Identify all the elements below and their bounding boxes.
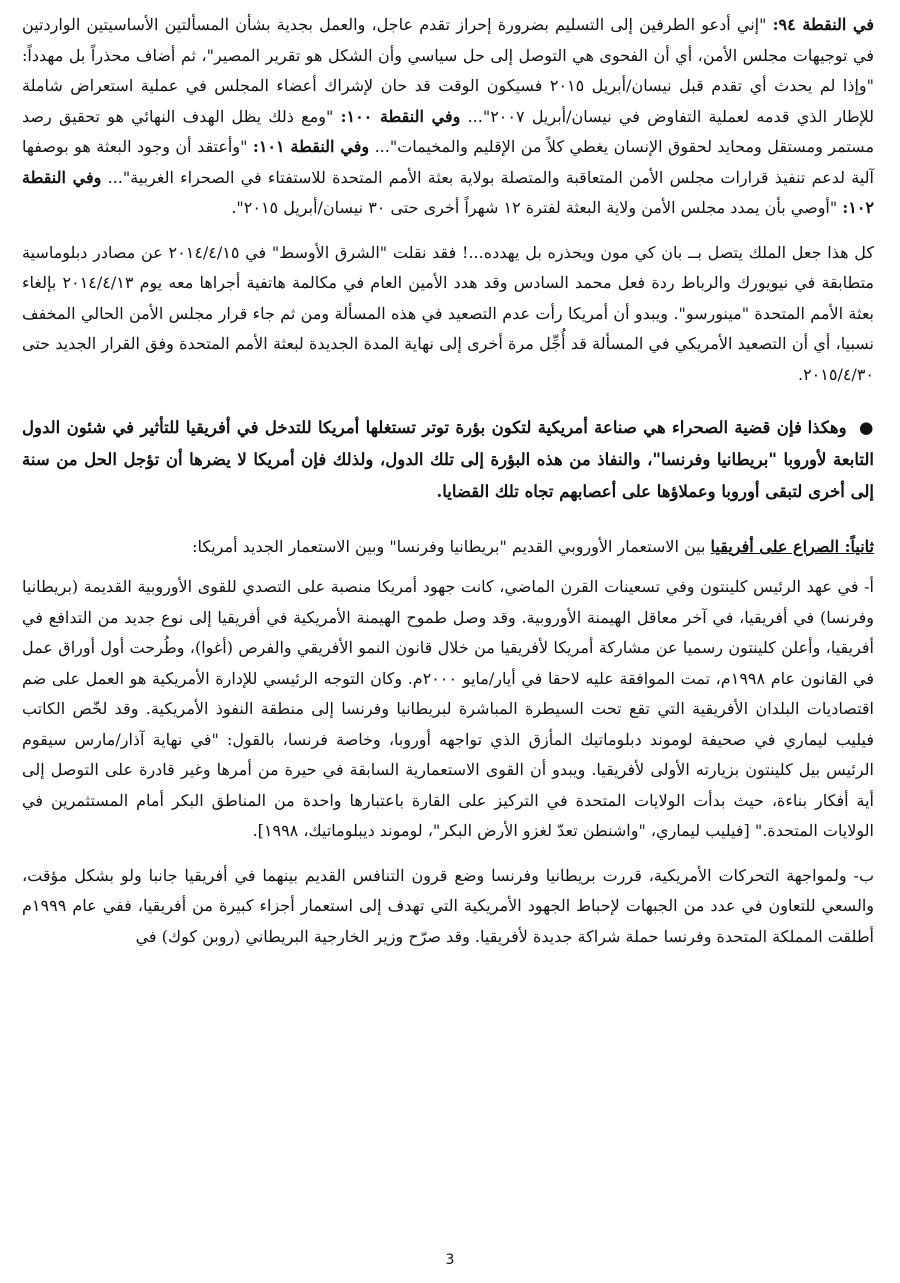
point-102-text: "أوصي بأن يمدد مجلس الأمن ولاية البعثة لفترة ١٢ شهراً أخرى حتى ٣٠ نيسان/أبريل ٢٠١٥".: [231, 198, 843, 217]
section-heading-title: ثانياً: الصراع على أفريقيا: [710, 537, 874, 556]
point-101-label: وفي النقطة ١٠١:: [252, 137, 370, 156]
point-100-text: "ومع ذلك يظل الهدف النهائي هو تحقيق رصد مستمر ومستقل ومحايد لحقوق الإنسان يغطي كلاً من الإقليم والمخيمات"...: [22, 106, 875, 156]
bullet-paragraph: [22, 412, 874, 508]
point-94-text: "إني أدعو الطرفين إلى التسليم بضرورة إحراز تقدم عاجل، والعمل بجدية بشأن المسألتين الأساسيتين الواردتين في توجيهات مجلس الأمن، أي أن الفحوى هي التوصل إلى حل سياسي وأن الشكل هو تقرير المصير"، ثم أضاف محذراً بل مهدداً: "وإذا لم يحدث أي تقدم قبل نيسان/أبريل ٢٠١٥ فسيكون الوقت قد حان لإشراك أعضاء المجلس في عملية استعراض شاملة للإطار الذي قدمه لعملية التفاوض في نيسان/أبريل ٢٠٠٧"...: [22, 15, 874, 126]
paragraph-points-94-102: [22, 10, 874, 224]
point-94-label: في النقطة ٩٤:: [772, 15, 874, 34]
paragraph-b: ب- ولمواجهة التحركات الأمريكية، قررت بريطانيا وفرنسا وضع قرون التنافس القديم بينهما في أفريقيا جانبا ولو بشكل مؤقت، والسعي للتعاون في عدد من الجبهات لإحباط الجهود الأمريكية التي تهدف إلى استعمار أجزاء كبيرة من أفريقيا، ففي عام ١٩٩٩م أطلقت المملكة المتحدة وفرنسا حملة شراكة جديدة لأفريقيا. وقد صرّح وزير الخارجية البريطاني (روبن كوك) في: [22, 865, 875, 946]
bullet-icon: ●: [858, 418, 874, 437]
page-number: 3: [445, 1252, 455, 1268]
paragraph-a: أ- في عهد الرئيس كلينتون وفي تسعينات القرن الماضي، كانت جهود أمريكا منصبة على التصدي للقوى الأوروبية القديمة (بريطانيا وفرنسا) في أفريقيا، في آخر معاقل الهيمنة الأوروبية. وقد وصل طموح الهيمنة الأمريكية في أفريقيا إلى نوع جديد من التدافع في أفريقيا، وأعلن كلينتون رسميا عن مشاركة أمريكا لأفريقيا من خلال قانون النمو الأفريقي والفرص (أغوا)، وطُرحت أول أوراق عمل في القانون عام ١٩٩٨م، تمت الموافقة عليه لاحقا في أيار/مايو ٢٠٠٠م. وكان التوجه الرئيسي للإدارة الأمريكية هو العمل على ضم اقتصاديات البلدان الأفريقية التي تقع تحت السيطرة المباشرة لبريطانيا وفرنسا إلى منطقة النفوذ الأمريكية. وقد لخّص الكاتب فيليب ليماري في صحيفة لوموند دبلوماتيك المأزق الذي تواجهه أوروبا، وخاصة فرنسا، بالقول: "في نهاية آذار/مارس سيقوم الرئيس بيل كلينتون بزيارته الأولى لأفريقيا. ويبدو أن القوى الاستعمارية السابقة في حيرة من أمرها وغير قادرة على التوصل إلى أية أفكار بناءة، حيث بدأت الولايات المتحدة في التركيز على القارة باعتبارها واحدة من المناطق البكر أمام المستثمرين في الولايات المتحدة." [فيليب ليماري، "واشنطن تعدّ لغزو الأرض البكر"، لوموند ديبلوماتيك، ١٩٩٨].: [22, 577, 875, 840]
section-heading: [22, 532, 874, 562]
section-heading-subtitle: بين الاستعمار الأوروبي القديم "بريطانيا وفرنسا" وبين الاستعمار الجديد أمريكا:: [192, 537, 711, 556]
bullet-text: وهكذا فإن قضية الصحراء هي صناعة أمريكية لتكون بؤرة توتر تستغلها أمريكا للتدخل في أفريقيا للتأثير في شئون الدول التابعة لأوروبا "بريطانيا وفرنسا"، والنفاذ من هذه البؤرة إلى تلك الدول، ولذلك فإن أمريكا لا يضرها أن تؤجل الحل من سنة إلى أخرى لتبقى أوروبا وعملاؤها على أعصابهم تجاه تلك القضايا.: [22, 418, 874, 501]
paragraph-king-call: كل هذا جعل الملك يتصل بــ بان كي مون ويحذره بل يهدده...! فقد نقلت "الشرق الأوسط" في ٢٠١٤/٤/١٥ عن مصادر دبلوماسية متطابقة في نيويورك والرباط ردة فعل محمد السادس وقد هدد الأمين العام في مكالمة هاتفية أجراها معه يوم ٢٠١٤/٤/١٣ بإلغاء بعثة الأمم المتحدة "مينورسو". ويبدو أن أمريكا رأت عدم التصعيد في هذه المسألة ومن ثم جاء قرار مجلس الأمن الحالي المخفف نسبيا، أي أن التصعيد الأمريكي في المسألة قد أُجِّل مرة أخرى إلى نهاية المدة الجديدة لبعثة الأمم المتحدة وفق القرار الجديد حتى ٢٠١٥/٤/٣٠.: [22, 242, 875, 384]
point-101-text: "وأعتقد أن وجود البعثة هو بوصفها آلية لدعم تنفيذ قرارات مجلس الأمن المتعاقبة والمتصلة بولاية بعثة الأمم المتحدة للاستفتاء في الصحراء الغربية"...: [22, 137, 874, 187]
point-102-label: وفي النقطة ١٠٢:: [22, 167, 874, 217]
point-100-label: وفي النقطة ١٠٠:: [340, 106, 461, 126]
